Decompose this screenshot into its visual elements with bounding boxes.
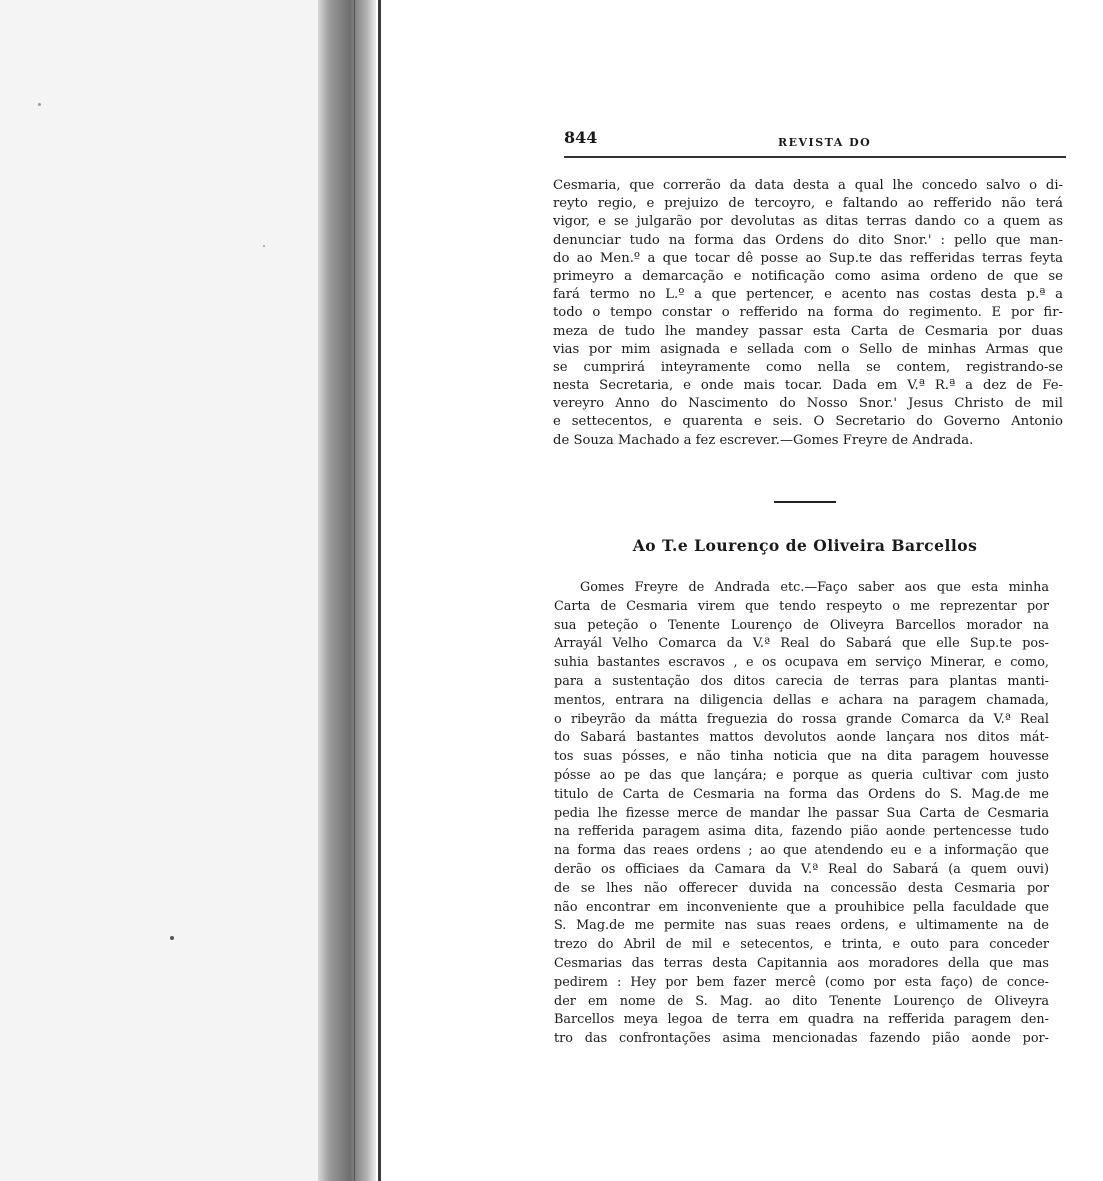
body-paragraph-1 [553,177,1063,450]
text-line: todo o tempo constar o refferido na forma do regimento. E por fir- [553,305,1063,321]
section-title: Ao T.e Lourenço de Oliveira Barcellos [632,536,978,555]
text-line: na forma das reaes ordens ; ao que atendendo eu e a informação que [554,843,1049,859]
text-line: derão os officiaes da Camara da V.ª Real do Sabará (a quem ouvi) [554,861,1049,877]
text-line: meza de tudo lhe mandey passar esta Carta de Cesmaria por duas [553,323,1063,339]
text-line: Gomes Freyre de Andrada etc.—Faço saber aos que esta minha [580,580,1049,595]
text-line: vigor, e se julgarão por devolutas as ditas terras dando co a quem as [553,214,1063,230]
text-line: o ribeyrão da mátta freguezia do rossa grande Comarca da V.ª Real [554,711,1049,727]
journal-name: REVISTA DO [778,136,872,149]
section-separator [774,501,836,503]
text-line: pósse ao pe das que lançára; e porque as queria cultivar com justo [554,767,1049,783]
text-line: Cesmaria, que correrão da data desta a qual lhe concedo salvo o di- [553,178,1063,193]
text-line: pedia lhe fizesse merce de mandar lhe passar Sua Carta de Cesmaria [554,805,1049,821]
running-head [564,128,1064,158]
text-line: vereyro Anno do Nascimento do Nosso Snor.' Jesus Christo de mil [553,396,1063,412]
text-line: e settecentos, e quarenta e seis. O Secretario do Governo Antonio [553,414,1063,430]
text-line: tos suas pósses, e não tinha noticia que na dita paragem houvesse [554,749,1049,765]
text-line: para a sustentação dos ditos carecia de terras para plantas manti- [554,673,1049,689]
text-line: mentos, entrara na diligencia dellas e achara na paragem chamada, [554,692,1049,708]
text-line: Arrayál Velho Comarca da V.ª Real do Sabará que elle Sup.te pos- [554,636,1049,652]
text-line: primeyro a demarcação e notificação como asima ordeno de que se [553,268,1063,284]
text-line: reyto regio, e prejuizo de tercoyro, e faltando ao refferido não terá [553,196,1063,212]
text-line: trezo do Abril de mil e setecentos, e trinta, e outo para conceder [554,937,1049,953]
speck [170,936,174,940]
text-line: do ao Men.º a que tocar dê posse ao Sup.te das refferidas terras feyta [553,250,1063,266]
facing-page [0,0,318,1181]
text-line: sua peteção o Tenente Lourenço de Oliveyra Barcellos morador na [554,617,1049,633]
text-line: nesta Secretaria, e onde mais tocar. Dada em V.ª R.ª a dez de Fe- [553,378,1063,394]
gutter-line [354,0,355,1181]
page-number: 844 [564,128,598,147]
body-paragraph-2 [554,579,1049,1049]
text-line: vias por mim asignada e sellada com o Sello de minhas Armas que [553,341,1063,357]
speck [38,103,41,106]
text-line: S. Mag.de me permite nas suas reaes ordens, e ultimamente na de [554,918,1049,934]
text-line: pedirem : Hey por bem fazer mercê (como por esta faço) de conce- [554,974,1049,990]
text-line: se cumprirá inteyramente como nella se contem, registrando-se [553,359,1063,375]
text-line: titulo de Carta de Cesmaria na forma das Ordens do S. Mag.de me [554,786,1049,802]
text-line: Carta de Cesmaria virem que tendo respeyto o me reprezentar por [554,598,1049,614]
text-line: suhia bastantes escravos , e os ocupava em serviço Minerar, e como, [554,655,1049,671]
gutter-edge [378,0,381,1181]
text-line: não encontrar em inconveniente que a prouhibice pella faculdade que [554,899,1049,915]
text-line: de Souza Machado a fez escrever.—Gomes Freyre de Andrada. [553,432,974,448]
header-rule [564,156,1066,158]
text-line: do Sabará bastantes mattos devolutos aonde lançara nos ditos mát- [554,730,1049,746]
text-line: tro das confrontações asima mencionadas fazendo pião aonde por- [554,1031,1049,1047]
text-line: der em nome de S. Mag. ao dito Tenente Lourenço de Oliveyra [554,993,1049,1009]
text-line: na refferida paragem asima dita, fazendo pião aonde pertencesse tudo [554,824,1049,840]
text-line: de se lhes não offerecer duvida na concessão desta Cesmaria por [554,880,1049,896]
text-line: denunciar tudo na forma das Ordens do dito Snor.' : pello que man- [553,232,1063,248]
book-spine-shadow [318,0,376,1181]
speck [263,245,265,247]
text-line: fará termo no L.º a que pertencer, e acento nas costas desta p.ª a [553,287,1063,303]
text-line: Barcellos meya legoa de terra em quadra na refferida paragem den- [554,1012,1049,1028]
text-line: Cesmarias das terras desta Capitannia aos moradores della que mas [554,955,1049,971]
